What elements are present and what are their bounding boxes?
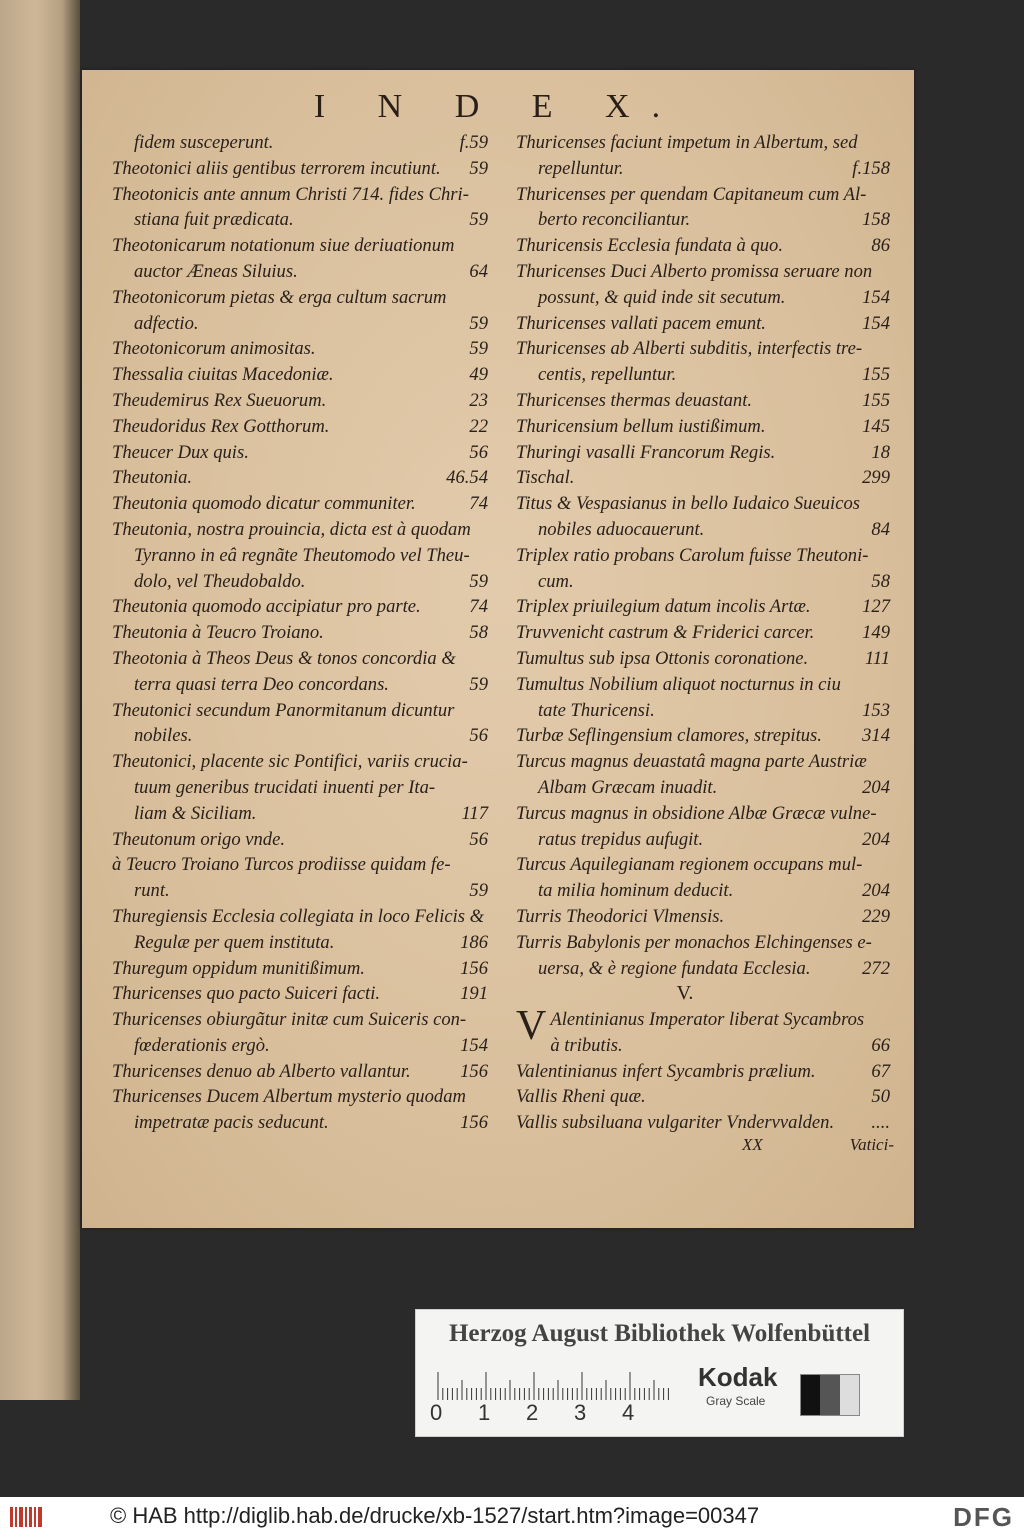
- entry-text: Truvvenicht castrum & Friderici carcer.: [516, 622, 815, 644]
- index-entry: [112, 233, 492, 259]
- index-entry: [516, 465, 894, 491]
- barcode-icon: [8, 1503, 44, 1531]
- entry-text: impetratæ pacis seducunt.: [134, 1112, 329, 1134]
- index-entry: [516, 207, 894, 233]
- entry-text: Thuricenses thermas deuastant.: [516, 389, 753, 411]
- index-entry: [516, 259, 894, 285]
- entry-text: Theucer Dux quis.: [112, 441, 249, 463]
- entry-text: Theudoridus Rex Gotthorum.: [112, 415, 330, 437]
- entry-page-number: 158: [862, 209, 890, 231]
- entry-page-number: 154: [460, 1034, 488, 1056]
- entry-page-number: 59: [469, 338, 488, 360]
- index-entry: [112, 852, 492, 878]
- gray-swatch: [800, 1374, 860, 1416]
- entry-page-number: 46.54: [446, 467, 488, 489]
- entry-text: Tyranno in eâ regnãte Theutomodo vel Theu-: [134, 544, 470, 566]
- index-entry: [516, 491, 894, 517]
- index-entry: [516, 956, 894, 982]
- index-entry: [112, 775, 492, 801]
- entry-text: Vallis subsiluana vulgariter Vndervvalden.: [516, 1112, 835, 1134]
- entry-text: dolo, vel Theudobaldo.: [134, 570, 306, 592]
- index-entry: [516, 646, 894, 672]
- index-entry: [112, 956, 492, 982]
- entry-text: Thuricenses per quendam Capitaneum cum Al-: [516, 183, 867, 205]
- entry-text: Alentinianus Imperator liberat Sycambros: [550, 1009, 865, 1031]
- index-entry: [112, 801, 492, 827]
- entry-page-number: 59: [469, 673, 488, 695]
- index-entry: [112, 904, 492, 930]
- entry-text: Theotonicorum pietas & erga cultum sacrum: [112, 286, 447, 308]
- left-column: [112, 130, 492, 1136]
- entry-page-number: 84: [871, 518, 890, 540]
- entry-text: nobiles aduocauerunt.: [538, 518, 705, 540]
- entry-page-number: 229: [862, 905, 890, 927]
- entry-page-number: 67: [871, 1060, 890, 1082]
- entry-text: Triplex ratio probans Carolum fuisse Theutoni-: [516, 544, 869, 566]
- entry-page-number: 50: [871, 1086, 890, 1108]
- index-entry: [112, 672, 492, 698]
- entry-page-number: 191: [460, 983, 488, 1005]
- entry-text: Vallis Rheni quæ.: [516, 1086, 646, 1108]
- entry-page-number: 154: [862, 312, 890, 334]
- entry-page-number: 59: [469, 209, 488, 231]
- entry-page-number: 56: [469, 828, 488, 850]
- entry-page-number: 56: [469, 441, 488, 463]
- ruler-label: 0: [430, 1400, 443, 1425]
- entry-text: Theutonici, placente sic Pontifici, variis crucia-: [112, 751, 468, 773]
- entry-text: Thuricensis Ecclesia fundata à quo.: [516, 235, 784, 257]
- index-entry: [516, 672, 894, 698]
- entry-text: Valentinianus infert Sycambris prælium.: [516, 1060, 816, 1082]
- entry-page-number: 156: [460, 957, 488, 979]
- entry-text: Theotonicis ante annum Christi 714. fides Chri-: [112, 183, 469, 205]
- library-name: Herzog August Bibliothek Wolfenbüttel: [448, 1320, 871, 1347]
- right-column: [516, 130, 894, 1136]
- index-entry: [516, 723, 894, 749]
- index-entry: [112, 414, 492, 440]
- entry-page-number: 156: [460, 1060, 488, 1082]
- index-entry: [516, 620, 894, 646]
- index-entry: [516, 440, 894, 466]
- index-entry: [516, 930, 894, 956]
- entry-page-number: 204: [862, 880, 890, 902]
- index-entry: [516, 1033, 894, 1059]
- index-entry: [516, 1059, 894, 1085]
- entry-text: Thuricenses faciunt impetum in Albertum, sed: [516, 132, 858, 153]
- entry-page-number: 59: [469, 312, 488, 334]
- index-entry: [112, 1110, 492, 1136]
- entry-text: V.: [676, 982, 694, 1005]
- catchword: Vatici-: [849, 1135, 894, 1154]
- entry-page-number: 18: [871, 441, 890, 463]
- index-entry: [112, 1084, 492, 1110]
- index-entry: [112, 517, 492, 543]
- entry-text: repelluntur.: [538, 157, 624, 179]
- entry-page-number: 59: [469, 157, 488, 179]
- index-entry: [112, 698, 492, 724]
- entry-text: Thuricensium bellum iustißimum.: [516, 415, 766, 437]
- entry-page-number: 59: [469, 880, 488, 902]
- index-entry: [112, 491, 492, 517]
- entry-text: liam & Siciliam.: [134, 802, 257, 824]
- index-entry: [516, 698, 894, 724]
- entry-text: Thuricenses quo pacto Suiceri facti.: [112, 983, 381, 1005]
- library-color-card: [415, 1309, 904, 1437]
- ruler-label: 1: [478, 1400, 491, 1425]
- entry-text: Thuringi vasalli Francorum Regis.: [516, 441, 776, 463]
- entry-text: Triplex priuilegium datum incolis Artæ.: [516, 596, 811, 618]
- entry-text: Theotonici aliis gentibus terrorem incutiunt.: [112, 157, 441, 179]
- entry-text: possunt, & quid inde sit secutum.: [538, 286, 786, 308]
- entry-page-number: 155: [862, 364, 890, 386]
- index-entry: [112, 543, 492, 569]
- entry-text: Tumultus Nobilium aliquot nocturnus in ciu: [516, 673, 841, 695]
- entry-text: Theutonia à Teucro Troiano.: [112, 622, 324, 644]
- entry-page-number: 145: [862, 415, 890, 437]
- index-entry: [516, 156, 894, 182]
- entry-text: Titus & Vespasianus in bello Iudaico Sueuicos: [516, 493, 860, 515]
- index-entry: [112, 723, 492, 749]
- index-entry: [516, 543, 894, 569]
- entry-text: Theotonicorum animositas.: [112, 338, 316, 360]
- entry-text: Theotonia à Theos Deus & tonos concordia &: [112, 647, 456, 669]
- index-entry: [112, 749, 492, 775]
- entry-text: Thuricenses denuo ab Alberto vallantur.: [112, 1060, 411, 1082]
- index-entry: [516, 878, 894, 904]
- index-entry: [516, 852, 894, 878]
- index-entry: [516, 1110, 894, 1136]
- index-entry: [112, 620, 492, 646]
- entry-page-number: 149: [862, 622, 890, 644]
- entry-page-number: 299: [862, 467, 890, 489]
- entry-page-number: 74: [469, 493, 488, 515]
- index-entry: [112, 156, 492, 182]
- entry-page-number: 314: [862, 725, 890, 747]
- entry-text: fœderationis ergò.: [134, 1034, 270, 1056]
- index-entry: [112, 182, 492, 208]
- index-entry: [112, 259, 492, 285]
- copyright-link[interactable]: © HAB http://diglib.hab.de/drucke/xb-1527/start.htm?image=00347: [110, 1503, 760, 1528]
- index-entry: [112, 930, 492, 956]
- entry-page-number: 154: [862, 286, 890, 308]
- index-entry: [112, 388, 492, 414]
- entry-text: runt.: [134, 880, 170, 902]
- index-entry: [112, 569, 492, 595]
- entry-page-number: 58: [871, 570, 890, 592]
- entry-page-number: 111: [864, 647, 890, 669]
- entry-text: Turris Theodorici Vlmensis.: [516, 905, 725, 927]
- entry-page-number: 59: [469, 570, 488, 592]
- index-entry: [112, 1059, 492, 1085]
- entry-text: Theudemirus Rex Sueuorum.: [112, 389, 327, 411]
- index-entry: [516, 904, 894, 930]
- ruler-labels: [424, 1400, 684, 1428]
- entry-text: Theutonia quomodo accipiatur pro parte.: [112, 596, 421, 618]
- entry-text: à tributis.: [550, 1034, 623, 1056]
- ruler-label: 3: [574, 1400, 587, 1425]
- ruler-label: 4: [622, 1400, 635, 1425]
- entry-text: tate Thuricensi.: [538, 699, 655, 721]
- index-entry: [516, 388, 894, 414]
- index-entry: [516, 827, 894, 853]
- entry-text: Regulæ per quem instituta.: [134, 931, 335, 953]
- entry-page-number: 23: [469, 389, 488, 411]
- entry-page-number: 204: [862, 776, 890, 798]
- entry-text: Thuregum oppidum munitißimum.: [112, 957, 365, 979]
- entry-page-number: 58: [469, 622, 488, 644]
- gray-scale-label: Gray Scale: [706, 1394, 766, 1408]
- section-letter: [516, 981, 894, 1007]
- index-entry: [112, 981, 492, 1007]
- entry-text: Albam Græcam inuadit.: [538, 776, 718, 798]
- entry-page-number: 74: [469, 596, 488, 618]
- previous-page-edge: [0, 0, 80, 1400]
- entry-page-number: 56: [469, 725, 488, 747]
- entry-page-number: 117: [461, 802, 488, 824]
- entry-text: tuum generibus trucidati inuenti per Ita-: [134, 776, 436, 798]
- index-entry: [516, 775, 894, 801]
- index-entry: [516, 414, 894, 440]
- entry-text: uersa, & è regione fundata Ecclesia.: [538, 957, 811, 979]
- entry-page-number: f.59: [459, 132, 488, 153]
- footer-bar: [0, 1497, 1024, 1537]
- entry-text: Thessalia ciuitas Macedoniæ.: [112, 364, 334, 386]
- index-page: [82, 70, 914, 1228]
- entry-text: terra quasi terra Deo concordans.: [134, 673, 389, 695]
- index-entry: [112, 336, 492, 362]
- entry-page-number: 155: [862, 389, 890, 411]
- entry-text: Thuricenses vallati pacem emunt.: [516, 312, 766, 334]
- index-entry: [112, 207, 492, 233]
- entry-page-number: 156: [460, 1112, 488, 1134]
- index-entry: [516, 336, 894, 362]
- index-entry: [516, 285, 894, 311]
- index-entry: [112, 878, 492, 904]
- entry-text: fidem susceperunt.: [134, 132, 274, 153]
- entry-text: Theutonici secundum Panormitanum dicuntur: [112, 699, 455, 721]
- entry-text: à Teucro Troiano Turcos prodiisse quidam fe-: [112, 854, 451, 876]
- index-entry: [112, 440, 492, 466]
- entry-page-number: 49: [469, 364, 488, 386]
- index-entry: [516, 517, 894, 543]
- entry-page-number: 64: [469, 260, 488, 282]
- entry-text: adfectio.: [134, 312, 199, 334]
- entry-text: cum.: [538, 570, 574, 592]
- index-entry: [516, 233, 894, 259]
- index-entry: [516, 594, 894, 620]
- entry-text: auctor Æneas Siluius.: [134, 260, 298, 282]
- index-entry: [516, 362, 894, 388]
- page-heading: I N D E X.: [313, 88, 683, 125]
- index-entry: [112, 827, 492, 853]
- entry-text: Turcus magnus in obsidione Albæ Græcæ vulne-: [516, 802, 877, 824]
- index-entry: [112, 594, 492, 620]
- entry-page-number: f.158: [852, 157, 890, 179]
- kodak-logo: Kodak: [698, 1362, 778, 1392]
- entry-page-number: 66: [871, 1034, 890, 1056]
- index-entry: [516, 182, 894, 208]
- entry-page-number: 86: [871, 235, 890, 257]
- entry-text: centis, repelluntur.: [538, 364, 677, 386]
- entry-page-number: ....: [871, 1112, 890, 1134]
- entry-text: Theutonia, nostra prouincia, dicta est à quodam: [112, 518, 471, 540]
- entry-text: Thuricenses ab Alberti subditis, interfectis tre-: [516, 338, 863, 360]
- ruler-scale: [434, 1370, 674, 1400]
- index-entry: [112, 130, 492, 156]
- entry-text: Turbæ Seflingensium clamores, strepitus.: [516, 725, 822, 747]
- index-entry: [516, 801, 894, 827]
- index-entry: [516, 130, 894, 156]
- dfg-logo: DFG: [953, 1502, 1014, 1532]
- index-entry: [112, 1033, 492, 1059]
- entry-text: Tumultus sub ipsa Ottonis coronatione.: [516, 647, 809, 669]
- entry-page-number: 272: [862, 957, 890, 979]
- entry-text: Turcus magnus deuastatâ magna parte Austriæ: [516, 751, 867, 773]
- entry-text: berto reconciliantur.: [538, 209, 691, 231]
- entry-page-number: 153: [862, 699, 890, 721]
- entry-text: Thuricenses Duci Alberto promissa seruare non: [516, 260, 873, 282]
- entry-page-number: 127: [862, 596, 890, 618]
- index-entry: [516, 311, 894, 337]
- entry-page-number: 22: [469, 415, 488, 437]
- entry-text: Theutonia.: [112, 467, 193, 489]
- entry-text: nobiles.: [134, 725, 193, 747]
- entry-text: Thuricenses obiurgãtur initæ cum Suiceris con-: [112, 1009, 467, 1031]
- entry-text: Thuricenses Ducem Albertum mysterio quodam: [112, 1086, 466, 1108]
- entry-text: Theutonia quomodo dicatur communiter.: [112, 493, 416, 515]
- entry-text: ta milia hominum deducit.: [538, 880, 734, 902]
- entry-text: stiana fuit prædicata.: [134, 209, 294, 231]
- index-entry: [112, 285, 492, 311]
- index-entry: [112, 1007, 492, 1033]
- index-entry: [112, 362, 492, 388]
- index-entry: [516, 749, 894, 775]
- entry-text: Tischal.: [516, 467, 575, 489]
- entry-text: Theotonicarum notationum siue deriuationum: [112, 235, 455, 257]
- entry-text: Turris Babylonis per monachos Elchingenses e-: [516, 931, 872, 953]
- entry-text: Theutonum origo vnde.: [112, 828, 286, 850]
- entry-text: ratus trepidus aufugit.: [538, 828, 704, 850]
- index-entry: [112, 465, 492, 491]
- entry-text: Thuregiensis Ecclesia collegiata in loco Felicis &: [112, 905, 485, 927]
- index-entry: [516, 1084, 894, 1110]
- drop-cap: V: [516, 1003, 547, 1050]
- ruler-label: 2: [526, 1400, 539, 1425]
- index-entry: [516, 569, 894, 595]
- index-entry: [112, 646, 492, 672]
- entry-page-number: 186: [460, 931, 488, 953]
- signature-mark: XX: [742, 1135, 763, 1154]
- entry-page-number: 204: [862, 828, 890, 850]
- index-entry: [112, 311, 492, 337]
- entry-text: Turcus Aquilegianam regionem occupans mul-: [516, 854, 863, 876]
